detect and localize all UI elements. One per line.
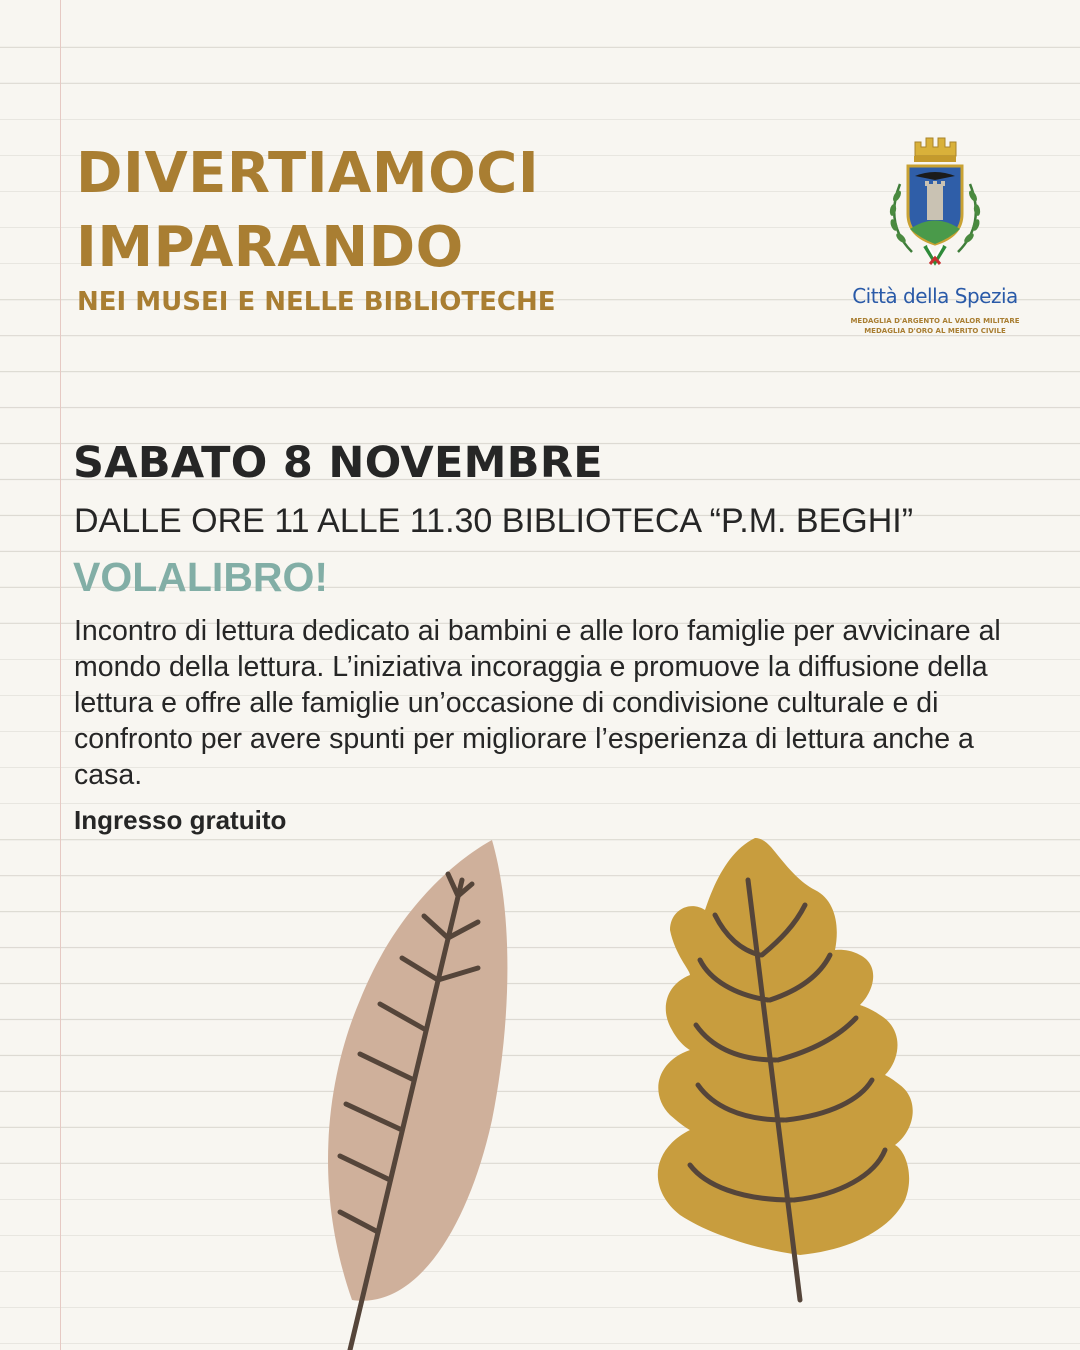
city-logo <box>850 134 1020 344</box>
event-description: Incontro di lettura dedicato ai bambini e alle loro famiglie per avvicinare al mondo della lettura. L’iniziativa incoraggia e promuove la diffusione della lettura e offre alle famiglie un’occasione di condivisione culturale e di confronto per avere spunti per migliorare l’esperienza di lettura anche a casa. <box>74 615 1001 791</box>
city-name: Città della Spezia <box>852 284 1018 308</box>
title-line-2: IMPARANDO <box>76 215 464 280</box>
ochre-leaf-icon <box>658 838 913 1300</box>
event-name: VOLALIBRO! <box>73 554 329 600</box>
logo-motto-line-1: MEDAGLIA D'ARGENTO AL VALOR MILITARE <box>850 317 1020 325</box>
pink-leaf-icon <box>328 840 507 1350</box>
event-time-place: DALLE ORE 11 ALLE 11.30 BIBLIOTECA “P.M. BEGHI” <box>74 502 914 540</box>
event-date: SABATO 8 NOVEMBRE <box>73 438 603 488</box>
city-crest-icon <box>870 134 1000 284</box>
logo-motto-line-2: MEDAGLIA D'ORO AL MERITO CIVILE <box>864 327 1006 335</box>
title-line-1: DIVERTIAMOCI <box>76 141 540 206</box>
leaves-illustration <box>0 820 1080 1350</box>
entry-note: Ingresso gratuito <box>74 805 287 835</box>
subtitle: NEI MUSEI E NELLE BIBLIOTECHE <box>77 287 556 317</box>
